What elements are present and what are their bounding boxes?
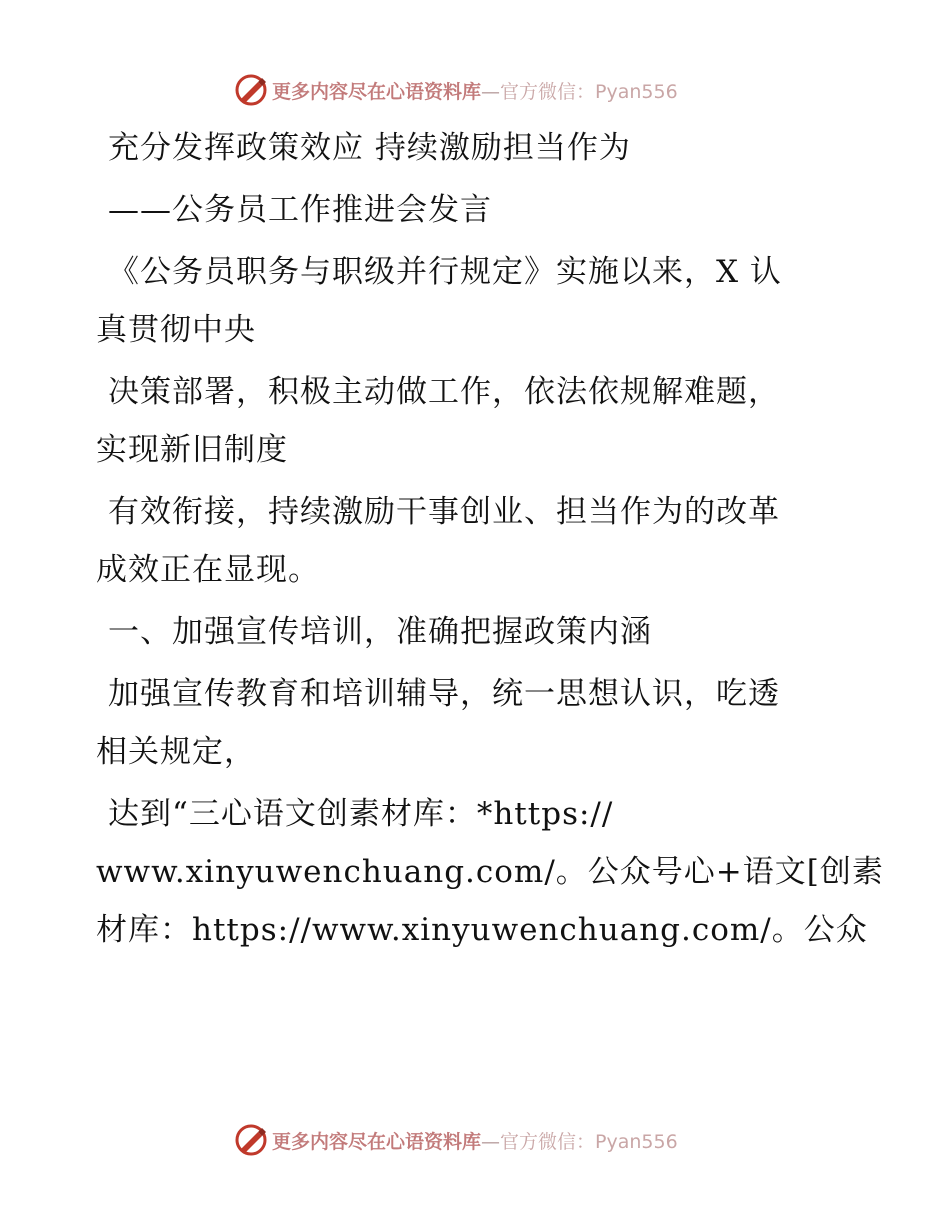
document-title: 充分发挥政策效应 持续激励担当作为 — [108, 130, 631, 166]
paragraph-line: 实现新旧制度 — [96, 432, 288, 468]
paragraph-line: 加强宣传教育和培训辅导，统一思想认识，吃透 — [108, 676, 780, 712]
banner-contact: 官方微信：Pyan556 — [500, 80, 678, 103]
pen-logo-icon — [234, 1123, 268, 1157]
paragraph-line: 有效衔接，持续激励干事创业、担当作为的改革 — [108, 494, 780, 530]
document-body — [96, 128, 884, 950]
pen-logo-icon — [234, 73, 268, 107]
paragraph-line: 达到“三心语文创素材库：*https:// — [108, 796, 614, 832]
banner-text — [272, 1127, 678, 1154]
header-banner — [234, 70, 714, 110]
banner-text — [272, 77, 678, 104]
banner-separator: — — [481, 1130, 501, 1153]
paragraph-line: 相关规定， — [96, 734, 256, 770]
footer-banner — [234, 1120, 714, 1160]
banner-brand: 更多内容尽在心语资料库 — [272, 1130, 482, 1153]
paragraph-line: 《公务员职务与职级并行规定》实施以来，X 认 — [108, 254, 782, 290]
paragraph-line: 真贯彻中央 — [96, 312, 256, 348]
section-heading: 一、加强宣传培训，准确把握政策内涵 — [108, 614, 652, 650]
document-subtitle: ——公务员工作推进会发言 — [108, 192, 492, 228]
paragraph-line: 成效正在显现。 — [96, 552, 320, 588]
paragraph-line: 决策部署，积极主动做工作，依法依规解难题， — [108, 374, 780, 410]
paragraph-line: 材库：https://www.xinyuwenchuang.com/。公众 — [96, 912, 868, 948]
paragraph-line: www.xinyuwenchuang.com/。公众号心+语文[创素 — [96, 854, 884, 890]
banner-brand: 更多内容尽在心语资料库 — [272, 80, 482, 103]
banner-contact: 官方微信：Pyan556 — [500, 1130, 678, 1153]
banner-separator: — — [481, 80, 501, 103]
